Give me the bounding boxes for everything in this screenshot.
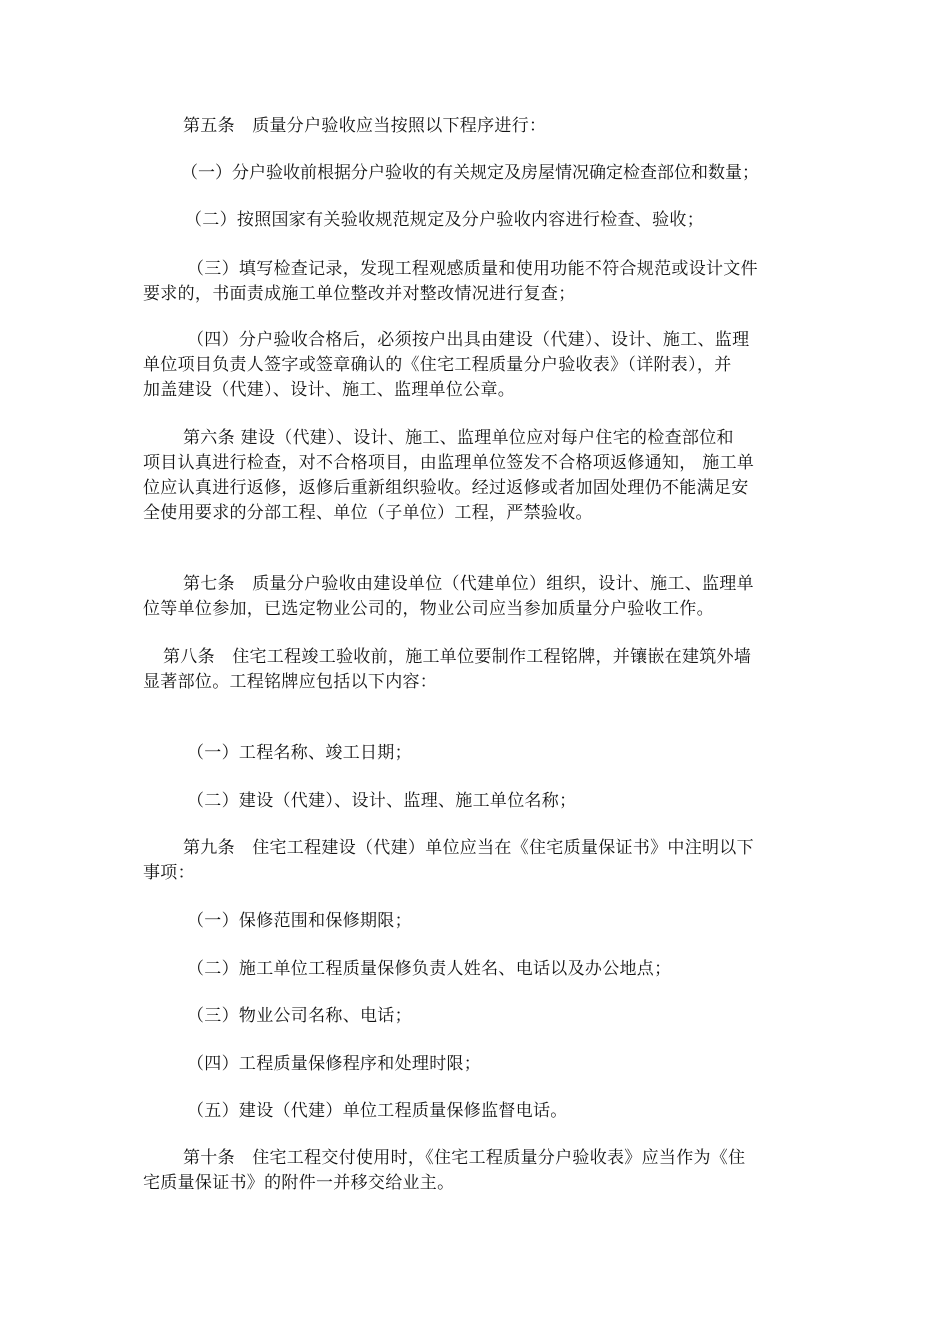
text-line: （三）物业公司名称、电话；	[187, 1006, 412, 1026]
text-line: （三）填写检查记录，发现工程观感质量和使用功能不符合规范或设计文件	[187, 259, 758, 279]
article-9-item-3	[143, 1004, 808, 1029]
text-line: （二）按照国家有关验收规范规定及分户验收内容进行检查、验收；	[185, 210, 704, 230]
text-line: 宅质量保证书》的附件一并移交给业主。	[143, 1173, 455, 1193]
text-line: 第六条 建设（代建）、设计、施工、监理单位应对每户住宅的检查部位和	[183, 428, 734, 448]
article-5	[143, 114, 808, 139]
text-line: 第五条 质量分户验收应当按照以下程序进行：	[183, 116, 547, 136]
article-5-item-4	[143, 328, 808, 403]
article-9-item-5	[143, 1099, 808, 1124]
text-line: 位等单位参加，已选定物业公司的，物业公司应当参加质量分户验收工作。	[143, 599, 714, 619]
text-line: 位应认真进行返修，返修后重新组织验收。经过返修或者加固处理仍不能满足安	[143, 478, 749, 498]
text-line: 第九条 住宅工程建设（代建）单位应当在《住宅质量保证书》中注明以下	[183, 838, 754, 858]
article-9-item-2	[143, 957, 808, 982]
text-line: （一）工程名称、竣工日期；	[187, 743, 412, 763]
text-line: （二）施工单位工程质量保修负责人姓名、电话以及办公地点；	[187, 959, 672, 979]
article-9	[143, 836, 808, 886]
article-5-item-1	[143, 161, 808, 186]
text-line: 第十条 住宅工程交付使用时，《住宅工程质量分户验收表》应当作为《住	[183, 1148, 746, 1168]
article-8-item-1	[143, 741, 808, 766]
text-line: 项目认真进行检查，对不合格项目，由监理单位签发不合格项返修通知， 施工单	[143, 453, 755, 473]
text-line: 显著部位。工程铭牌应包括以下内容：	[143, 672, 438, 692]
article-5-item-2	[143, 208, 808, 233]
text-line: （一）分户验收前根据分户验收的有关规定及房屋情况确定检查部位和数量；	[181, 163, 759, 183]
text-line: 加盖建设（代建）、设计、施工、监理单位公章。	[143, 380, 516, 400]
text-line: 要求的，书面责成施工单位整改并对整改情况进行复查；	[143, 284, 576, 304]
text-line: （四）分户验收合格后，必须按户出具由建设（代建）、设计、施工、监理	[187, 330, 750, 350]
text-line: 第八条 住宅工程竣工验收前，施工单位要制作工程铭牌，并镶嵌在建筑外墙	[163, 647, 752, 667]
article-10	[143, 1146, 808, 1196]
text-line: 单位项目负责人签字或签章确认的《住宅工程质量分户验收表》（详附表），并	[143, 355, 732, 375]
text-line: （五）建设（代建）单位工程质量保修监督电话。	[187, 1101, 568, 1121]
article-9-item-4	[143, 1052, 808, 1077]
article-6	[143, 426, 808, 526]
article-7	[143, 572, 808, 622]
text-line: （四）工程质量保修程序和处理时限；	[187, 1054, 482, 1074]
text-line: 全使用要求的分部工程、单位（子单位）工程，严禁验收。	[143, 503, 593, 523]
article-9-item-1	[143, 909, 808, 934]
text-line: （二）建设（代建）、设计、监理、施工单位名称；	[187, 791, 577, 811]
article-8	[143, 645, 808, 695]
article-5-item-3	[143, 257, 808, 307]
text-line: （一）保修范围和保修期限；	[187, 911, 412, 931]
text-line: 第七条 质量分户验收由建设单位（代建单位）组织，设计、施工、监理单	[183, 574, 754, 594]
article-8-item-2	[143, 789, 808, 814]
text-line: 事项：	[143, 863, 195, 883]
